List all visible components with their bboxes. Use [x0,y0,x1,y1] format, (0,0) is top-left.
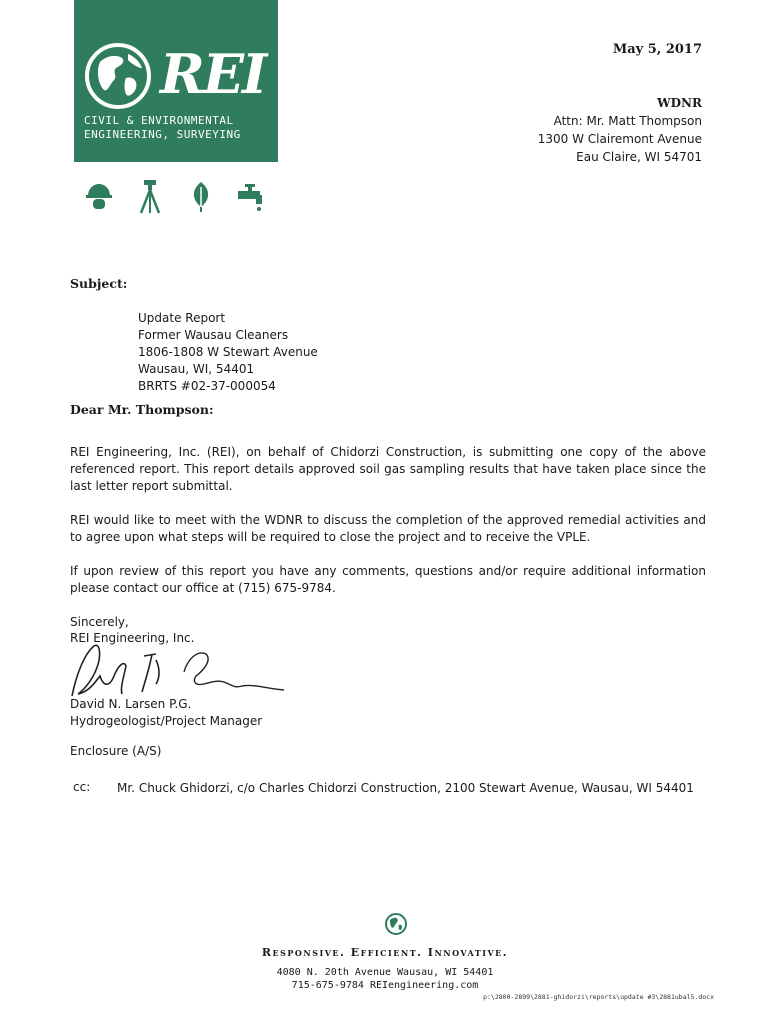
hard-hat-icon [86,182,112,217]
logo-subtitle-line1: CIVIL & ENVIRONMENTAL [84,114,234,127]
subject-line: Former Wausau Cleaners [138,328,289,342]
footer-contact [0,966,770,992]
recipient-org: WDNR [657,96,702,110]
signer-block [70,696,262,730]
letterhead-logo-block [74,0,278,162]
signer-title: Hydrogeologist/Project Manager [70,714,263,728]
recipient-address [538,94,702,166]
subject-line: 1806-1808 W Stewart Avenue [138,345,318,359]
body-paragraph: If upon review of this report you have any comments, questions and/or require additional information please contact our office at (715) 675-9784. [70,564,706,595]
water-faucet-icon [236,184,266,219]
body-paragraph: REI Engineering, Inc. (REI), on behalf of Chidorzi Construction, is submitting one copy of the above referenced report. This report details approved soil gas sampling results that have taken place since the last letter report submittal. [70,445,706,493]
service-icons-row [86,180,266,216]
globe-icon [82,40,154,112]
logo-subtitle-line2: ENGINEERING, SURVEYING [84,128,241,141]
footer-tagline: Responsive. Efficient. Innovative. [261,946,509,959]
subject-line: Update Report [138,311,226,325]
letter-date: May 5, 2017 [612,42,702,57]
footer-globe-icon [384,912,408,936]
logo-wordmark: REI [160,42,266,106]
recipient-city: Eau Claire, WI 54701 [576,150,702,164]
recipient-attn: Attn: Mr. Matt Thompson [553,114,702,128]
body-paragraph: REI would like to meet with the WDNR to discuss the completion of the approved remedial activities and to agree upon what steps will be required to close the project and to receive the VPLE. [70,513,706,544]
logo-subtitle [84,114,241,142]
closing-line: Sincerely, [70,615,129,629]
salutation: Dear Mr. Thompson: [70,402,214,417]
recipient-street: 1300 W Clairemont Avenue [537,132,702,146]
signer-name: David N. Larsen P.G. [70,697,192,711]
survey-tripod-icon [138,180,162,219]
leaf-icon [190,181,212,218]
subject-block [138,310,318,395]
document-filepath: p:\2800-2899\2881-ghidorzi\reports\update #3\2881ubal5.docx [483,993,714,1001]
footer-address: 4080 N. 20th Avenue Wausau, WI 54401 [276,967,494,978]
subject-line: BRRTS #02-37-000054 [138,379,276,393]
subject-line: Wausau, WI, 54401 [138,362,255,376]
cc-label: cc: [73,780,91,794]
cc-recipient: Mr. Chuck Ghidorzi, c/o Charles Chidorzi Construction, 2100 Stewart Avenue, Wausau, WI 54401 [117,781,694,795]
footer-phone-web: 715-675-9784 REIengineering.com [291,980,479,991]
subject-label: Subject: [70,276,128,291]
closing-company: REI Engineering, Inc. [70,631,195,645]
enclosure-note: Enclosure (A/S) [70,744,162,758]
